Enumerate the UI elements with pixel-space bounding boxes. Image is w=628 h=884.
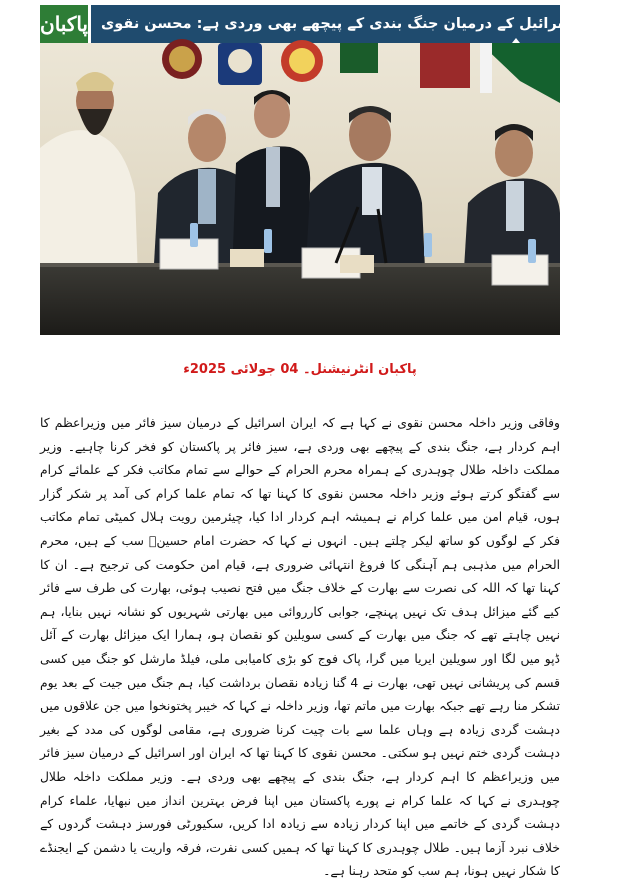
tissue-box-2 bbox=[340, 255, 374, 273]
emblem-5 bbox=[420, 43, 470, 88]
headline-banner bbox=[40, 5, 619, 43]
dateline: پاکبان انٹرنیشنل۔ 04 جولائی 2025ء bbox=[183, 362, 417, 377]
tissue-box-1 bbox=[230, 249, 264, 267]
person-5-face bbox=[495, 129, 533, 177]
water-bottle-3 bbox=[424, 233, 432, 257]
name-plate-1 bbox=[160, 239, 218, 269]
name-plate-3 bbox=[492, 255, 548, 285]
water-bottle-1 bbox=[190, 223, 198, 247]
brand-logo: پاکبان bbox=[40, 5, 91, 43]
water-bottle-4 bbox=[528, 239, 536, 263]
emblem-4 bbox=[340, 43, 378, 73]
headline-text: ایران اسرائیل کے درمیان جنگ بندی کے پیچھے بھی وردی ہے: محسن نقوی bbox=[101, 16, 619, 32]
press-conference-photo bbox=[40, 43, 560, 335]
water-bottle-2 bbox=[264, 229, 272, 253]
person-2-face bbox=[188, 114, 226, 162]
article-body: وفاقی وزیر داخلہ محسن نقوی نے کہا ہے کہ ایران اسرائیل کے درمیان سیز فائر میں وزیراعظم کا اہم کردار ہے، جنگ بندی کے پیچھے بھی وردی ہے، سیز فائر پر پاکستان کو فخر کرنا چاہیے۔ وزیر مملکت داخلہ طلال چوہدری کے ہمراہ محرم الحرام کے حوالے سے تمام مکاتب فکر کے علمائے کرام سے گفتگو کرتے ہوئے وزیر داخلہ محسن نقوی کا کہنا تھا کہ تمام علما کرام کی آمد پر شکر گزار ہوں، قیام امن میں علما کرام نے ہمیشہ اہم کردار ادا کیا، چیئرمین رویت ہلال کمیٹی تمام مکاتب فکر کے لوگوں کو ساتھ لیکر چلتے ہیں۔ انہوں نے کہا کہ حضرت امام حسینؓ سب کے ہیں، محرم الحرام میں مذہبی ہم آہنگی کا فروغ انتہائی ضروری ہے، قیام امن حکومت کی ترجیح ہے۔ ان کا کہنا تھا کہ اللہ کی نصرت سے بھارت کے خلاف جنگ میں فتح نصیب ہوئی، بھارت کی طرف سے فائر کیے گئے میزائل ہدف تک نہیں پہنچے، جوابی کارروائی میں بھارتی شہریوں کو نشانہ نہیں بنایا، ہم نہیں چاہتے تھے کہ جنگ میں بھارت کے کسی سویلین کو نقصان ہو، ہمارا ایک میزائل بھارت کے آئل ڈپو میں لگا اور سویلین ایریا میں گرا، پاک فوج کو بڑی کامیابی ملی، فیلڈ مارشل کو جنگ میں کسی قسم کی پریشانی نہیں تھی، بھارت نے 4 گنا زیادہ نقصان برداشت کیا، ہم جنگ میں جیت کے بعد یوم تشکر منا رہے تھے جبکہ بھارت میں ماتم تھا، وزیر داخلہ نے کہا کہ خیبر پختونخوا میں جن علاقوں میں دہشت گردی زیادہ ہے وہاں علما سے بات چیت کرنا ضروری ہے، مقامی لوگوں کی مدد کے بغیر دہشت گردی ختم نہیں ہو سکتی۔ محسن نقوی کا کہنا تھا کہ ایران اور اسرائیل کے درمیان سیز فائر میں وزیراعظم کا اہم کردار ہے، جنگ بندی کے پیچھے بھی وردی ہے۔ وزیر مملکت داخلہ طلال چوہدری نے کہا کہ علما کرام نے پورے پاکستان میں اپنا فرض بہترین انداز میں نبھایا، علماء کرام دہشت گردی کے خاتمے میں اپنا کردار زیادہ سے زیادہ ادا کریں، سکیورٹی فورسز دہشت گردوں کے خلاف نبرد آزما ہیں۔ طلال چوہدری کا کہنا تھا کہ ہمیں کسی نفرت، فرقہ واریت یا دشمن کے ایجنڈے کا شکار نہیں ہونا، ہم سب کو متحد رہنا ہے۔ bbox=[40, 416, 560, 879]
conference-table bbox=[40, 265, 560, 335]
